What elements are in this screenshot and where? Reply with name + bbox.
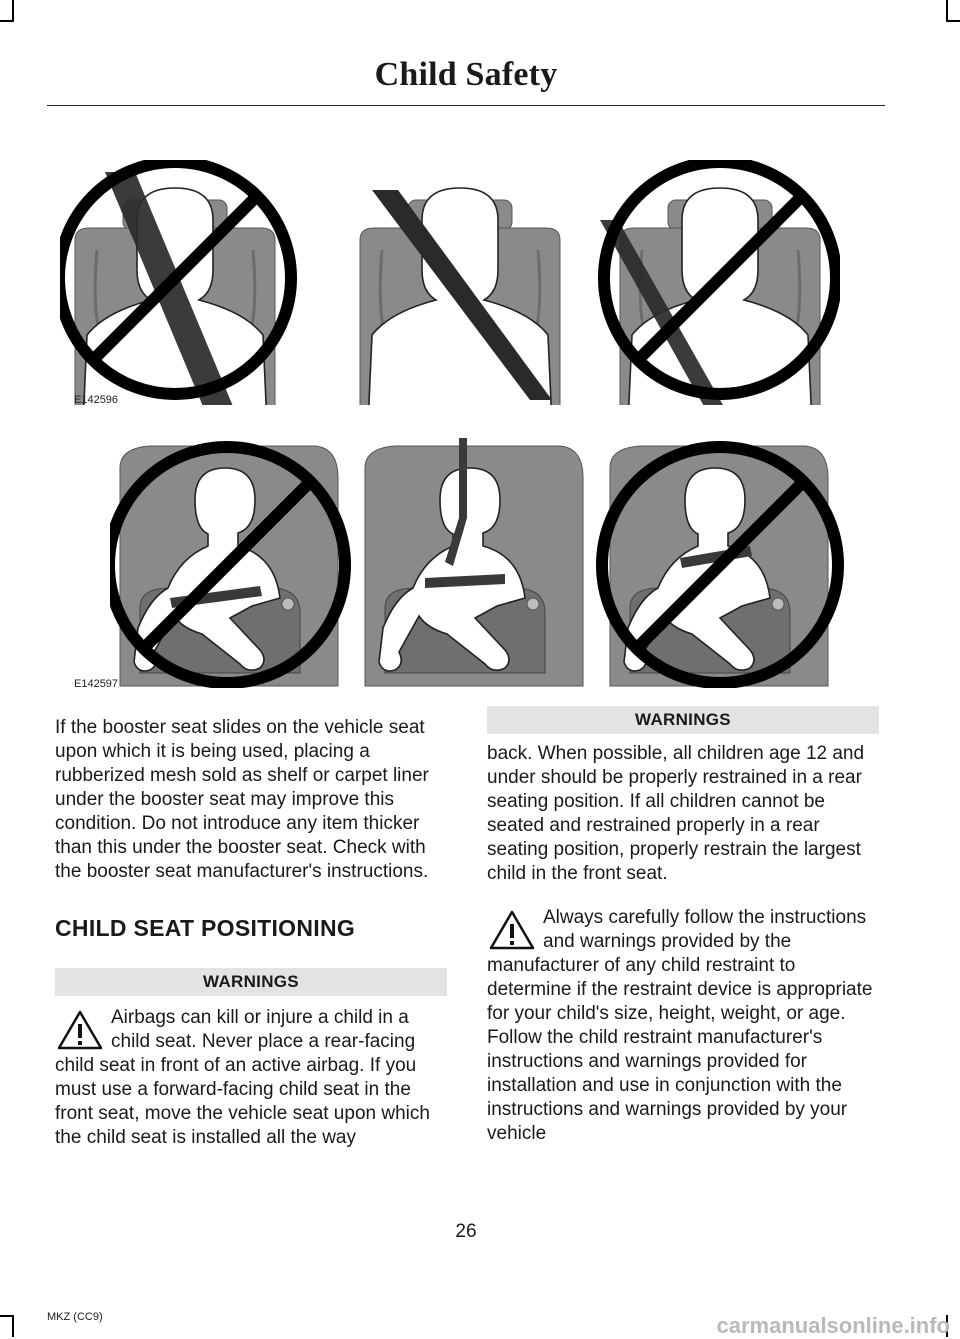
intro-paragraph: If the booster seat slides on the vehicle seat upon which it is being used, placing a rubberized mesh sold as shelf or carpet liner under the booster seat may improve this condition. Do not introduce any item thicker than this under the booster seat. Check with the booster seat manufacturer's instructions.: [55, 717, 429, 882]
crop-mark: [12, 0, 14, 22]
crop-mark: [0, 1315, 14, 1317]
warning-paragraph: [487, 906, 879, 1146]
crop-mark: [946, 20, 960, 22]
right-column: [487, 706, 879, 1146]
figure-shoulder-belt: [60, 160, 840, 405]
footer-model: MKZ (CC9): [47, 1311, 103, 1323]
warning-triangle-icon: [487, 908, 537, 952]
warning-text: Airbags can kill or injure a child in a child seat. Never place a rear-facing child seat in front of an active airbag. If you must use a forward-facing child seat in the front seat, move the vehicle seat upon which the child seat is installed all the way: [55, 1007, 430, 1148]
crop-mark: [12, 1315, 14, 1337]
warning-triangle-icon: [55, 1008, 105, 1052]
page-title: Child Safety: [374, 56, 558, 93]
section-heading: CHILD SEAT POSITIONING: [55, 915, 356, 941]
figure-booster-seat: [110, 438, 850, 688]
figure-code: E142596: [74, 394, 119, 406]
booster-panel-correct: [365, 438, 583, 686]
warnings-label: WARNINGS: [487, 706, 879, 734]
warnings-label: WARNINGS: [55, 968, 447, 996]
crop-mark: [946, 0, 948, 22]
figure-code: E142597: [74, 678, 119, 690]
crop-mark: [0, 20, 14, 22]
warning-text: Always carefully follow the instructions and warnings provided by the manufacturer of any child restraint to determine if the restraint device is appropriate for your child's size, height, weight, or age. Follow the child restraint manufacturer's instructions and warnings provided for installation and use in conjunction with the instructions and warnings provided by your vehicle: [487, 907, 873, 1144]
warning-paragraph: [55, 1006, 447, 1150]
watermark: carmanualsonline.info: [716, 1313, 950, 1338]
title-rule: [47, 105, 885, 106]
page-number: 26: [455, 1221, 477, 1242]
warning-continued-text: back. When possible, all children age 12 and under should be properly restrained in a rear seating position. If all children cannot be seated and restrained properly in a rear seating position, properly restrain the largest child in the front seat.: [487, 743, 865, 884]
belt-panel-correct: [360, 188, 560, 405]
left-column: [55, 716, 447, 1150]
